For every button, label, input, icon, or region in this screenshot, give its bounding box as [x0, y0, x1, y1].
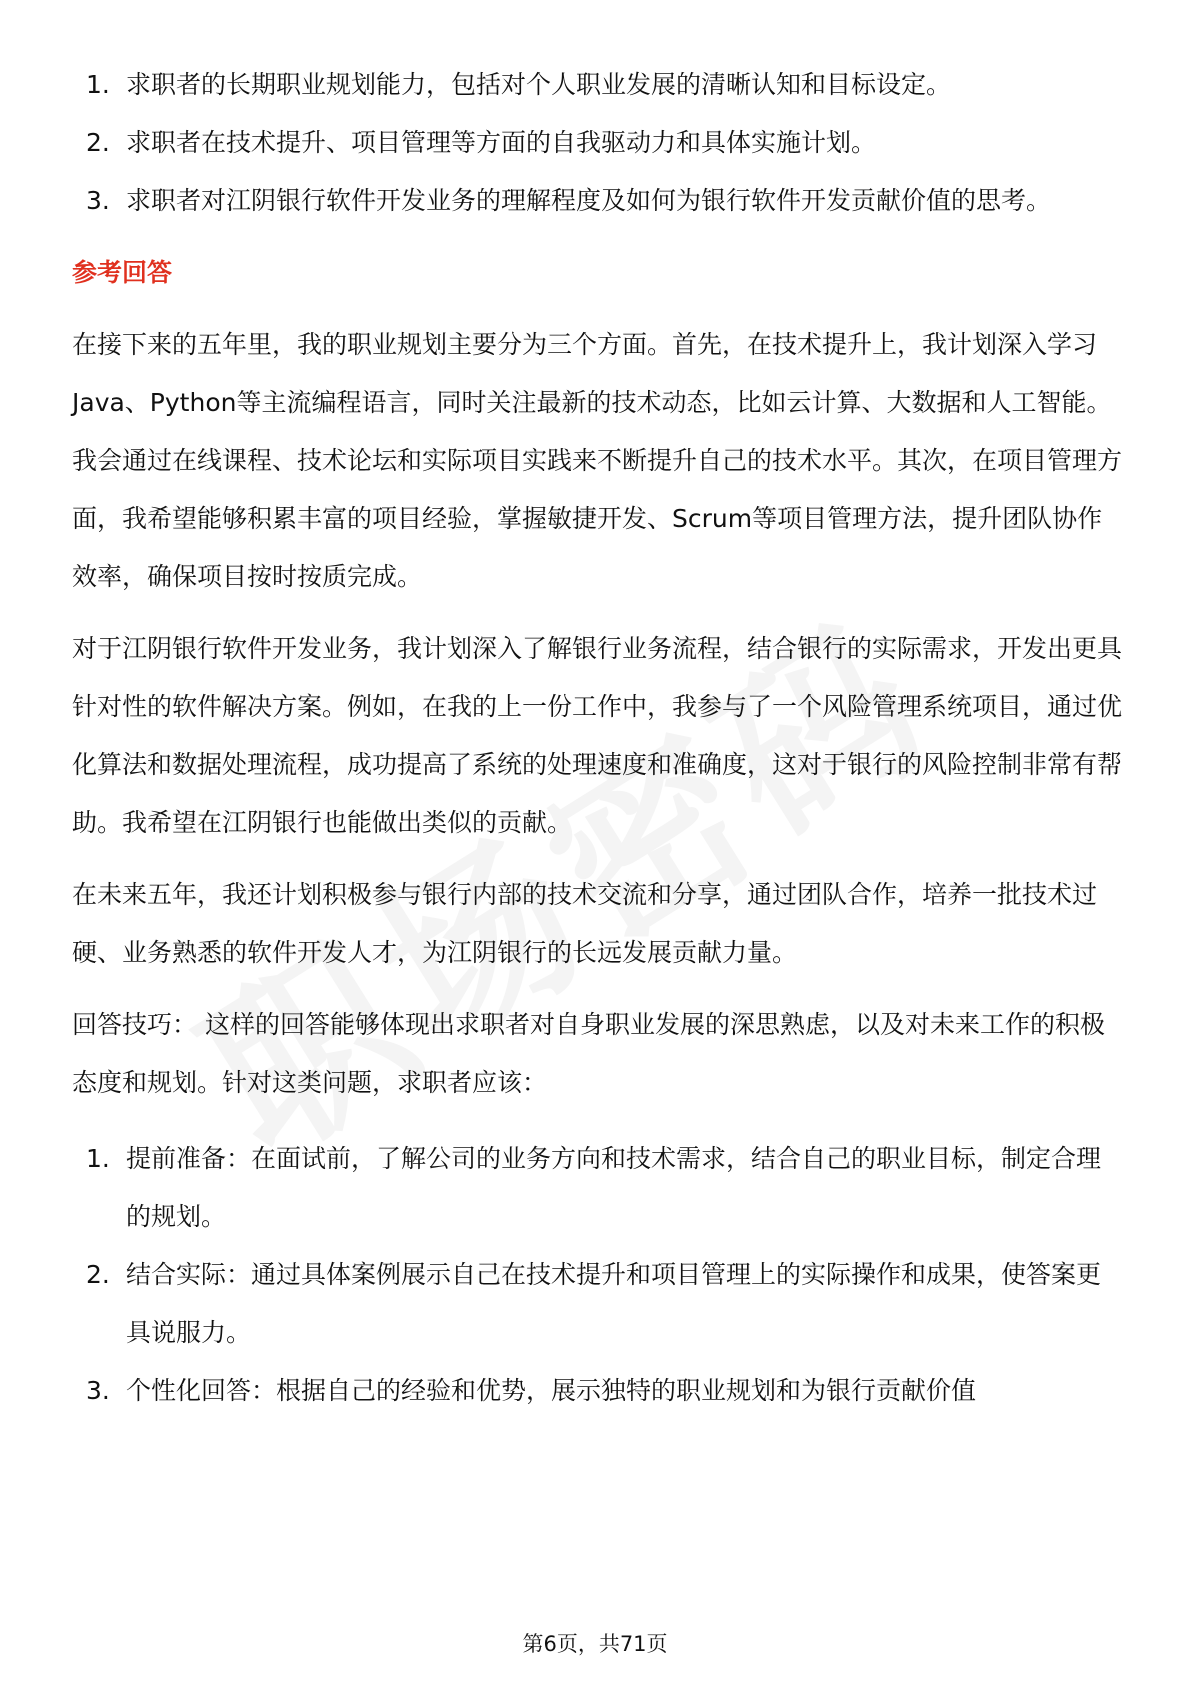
- section-title-reference-answer: 参考回答: [72, 258, 173, 287]
- list-item: [72, 172, 1122, 230]
- list-item: [72, 56, 1122, 114]
- list-item-text: 求职者在技术提升、项目管理等方面的自我驱动力和具体实施计划。: [126, 128, 877, 157]
- list-item-number: 1.: [86, 70, 110, 99]
- answer-paragraph: 在未来五年，我还计划积极参与银行内部的技术交流和分享，通过团队合作，培养一批技术过硬、业务熟悉的软件开发人才，为江阴银行的长远发展贡献力量。: [72, 880, 1098, 967]
- list-item-text: 提前准备：在面试前，了解公司的业务方向和技术需求，结合自己的职业目标，制定合理的规划。: [126, 1144, 1102, 1231]
- list-item: [72, 1130, 1122, 1246]
- page-number: 第6页，共71页: [522, 1632, 668, 1656]
- list-item-text: 求职者的长期职业规划能力，包括对个人职业发展的清晰认知和目标设定。: [126, 70, 952, 99]
- list-item-number: 1.: [86, 1144, 110, 1173]
- list-item-number: 3.: [86, 1376, 110, 1405]
- list-item: [72, 1362, 1122, 1420]
- list-item: [72, 114, 1122, 172]
- intro-list: [72, 56, 1122, 230]
- list-item-text: 结合实际：通过具体案例展示自己在技术提升和项目管理上的实际操作和成果，使答案更具说服力。: [126, 1260, 1102, 1347]
- answer-tips-intro: 回答技巧： 这样的回答能够体现出求职者对自身职业发展的深思熟虑，以及对未来工作的积极态度和规划。针对这类问题，求职者应该：: [72, 1010, 1105, 1097]
- list-item-text: 个性化回答：根据自己的经验和优势，展示独特的职业规划和为银行贡献价值: [126, 1376, 977, 1405]
- list-item: [72, 1246, 1122, 1362]
- list-item-number: 3.: [86, 186, 110, 215]
- list-item-number: 2.: [86, 1260, 110, 1289]
- page-content: [72, 56, 1122, 1420]
- tips-list: [72, 1130, 1122, 1420]
- list-item-text: 求职者对江阴银行软件开发业务的理解程度及如何为银行软件开发贡献价值的思考。: [126, 186, 1052, 215]
- answer-paragraph: 在接下来的五年里，我的职业规划主要分为三个方面。首先，在技术提升上，我计划深入学习Java、Python等主流编程语言，同时关注最新的技术动态，比如云计算、大数据和人工智能。我会通过在线课程、技术论坛和实际项目实践来不断提升自己的技术水平。其次，在项目管理方面，我希望能够积累丰富的项目经验，掌握敏捷开发、Scrum等项目管理方法，提升团队协作效率，确保项目按时按质完成。: [72, 330, 1123, 591]
- list-item-number: 2.: [86, 128, 110, 157]
- answer-paragraph: 对于江阴银行软件开发业务，我计划深入了解银行业务流程，结合银行的实际需求，开发出更具针对性的软件解决方案。例如，在我的上一份工作中，我参与了一个风险管理系统项目，通过优化算法和数据处理流程，成功提高了系统的处理速度和准确度，这对于银行的风险控制非常有帮助。我希望在江阴银行也能做出类似的贡献。: [72, 634, 1123, 837]
